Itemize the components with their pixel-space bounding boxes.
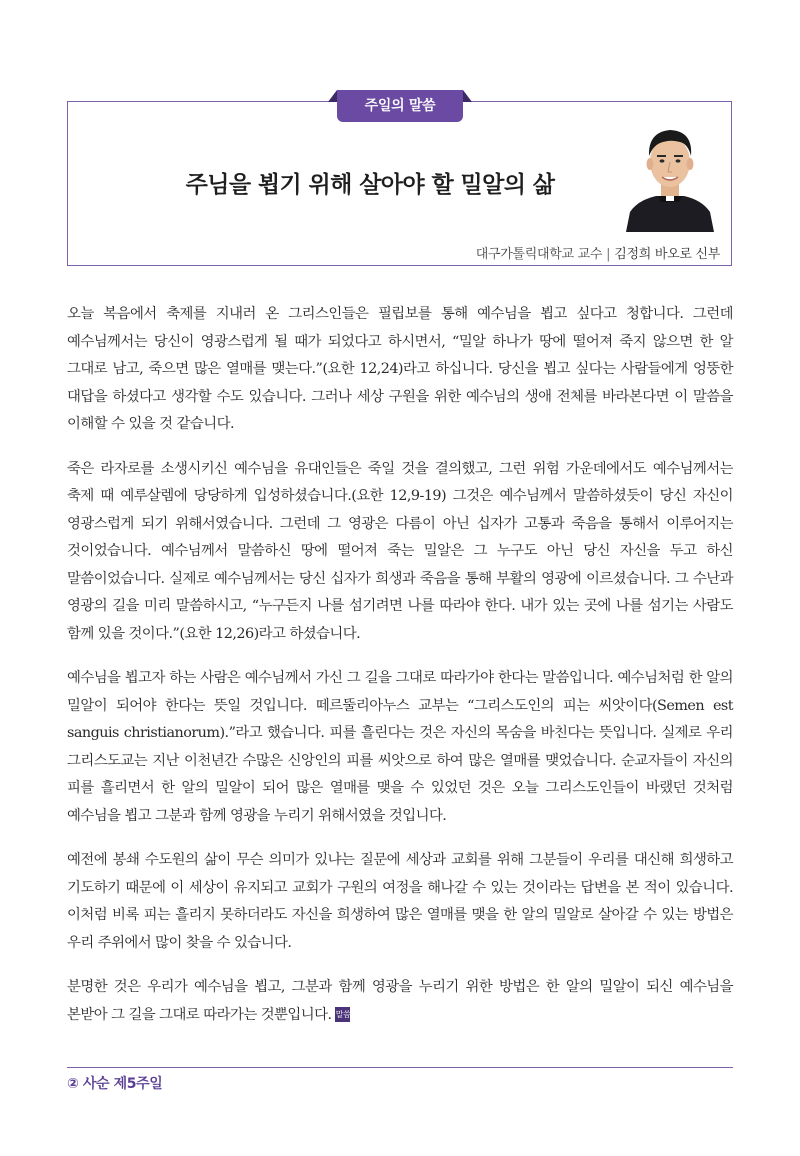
section-tab xyxy=(337,90,463,122)
page-footer: ② 사순 제5주일 xyxy=(67,1076,163,1092)
author-name: 김정희 바오로 신부 xyxy=(614,247,720,262)
paragraph: 예전에 봉쇄 수도원의 삶이 무슨 의미가 있냐는 질문에 세상과 교회를 위해 그분들이 우리를 대신해 희생하고 기도하기 때문에 이 세상이 유지되고 교회가 구원의 여정을 해나갈 수 있는 것이라는 답변을 본 적이 있습니다. 이처럼 비록 피는 흘리지 못하더라도 자신을 희생하여 많은 열매를 맺을 한 알의 밀알로 살아갈 수 있는 방법은 우리 주위에서 많이 찾을 수 있습니다. xyxy=(67,852,733,951)
author-byline xyxy=(476,243,720,262)
article-body xyxy=(67,301,733,1046)
author-affiliation: 대구가톨릭대학교 교수 xyxy=(475,247,603,262)
end-mark-icon: 말씀 xyxy=(335,1007,350,1022)
article-title: 주님을 뵙기 위해 살아야 할 밀알의 삶 xyxy=(185,171,555,198)
author-portrait xyxy=(624,120,716,232)
paragraph: 예수님을 뵙고자 하는 사람은 예수님께서 가신 그 길을 그대로 따라가야 한다는 말씀입니다. 예수님처럼 한 알의 밀알이 되어야 한다는 뜻일 것입니다. 떼르뚤리아누스 교부는 “그리스도인의 피는 씨앗이다(Semen est sanguis christianorum).”라고 했습니다. 피를 흘린다는 것은 자신의 목숨을 바친다는 뜻입니다. 실제로 우리 그리스도교는 지난 이천년간 수많은 신앙인의 피를 씨앗으로 하여 많은 열매를 맺었습니다. 순교자들이 자신의 피를 흘리면서 한 알의 밀알이 되어 많은 열매를 맺을 수 있었던 것은 오늘 그리스도인들이 바랬던 것처럼 예수님을 뵙고 그분과 함께 영광을 누리기 위해서였을 것입니다. xyxy=(67,670,733,824)
section-label: 주일의 말씀 xyxy=(337,90,463,122)
paragraph: 분명한 것은 우리가 예수님을 뵙고, 그분과 함께 영광을 누리기 위한 방법은 한 알의 밀알이 되신 예수님을 본받아 그 길을 그대로 따라가는 것뿐입니다. xyxy=(67,979,733,1023)
footer-divider xyxy=(67,1067,733,1068)
paragraph: 오늘 복음에서 축제를 지내러 온 그리스인들은 필립보를 통해 예수님을 뵙고 싶다고 청합니다. 그런데 예수님께서는 당신이 영광스럽게 될 때가 되었다고 하시면서, “밀알 하나가 땅에 떨어져 죽지 않으면 한 알 그대로 남고, 죽으면 많은 열매를 맺는다.”(요한 12,24)라고 하십니다. 당신을 뵙고 싶다는 사람들에게 엉뚱한 대답을 하셨다고 생각할 수도 있습니다. 그러나 세상 구원을 위한 예수님의 생애 전체를 바라본다면 이 말씀을 이해할 수 있을 것 같습니다. xyxy=(67,306,733,432)
paragraph-last xyxy=(67,974,733,1029)
byline-separator: | xyxy=(606,247,611,262)
paragraph: 죽은 라자로를 소생시키신 예수님을 유대인들은 죽일 것을 결의했고, 그런 위험 가운데에서도 예수님께서는 축제 때 예루살렘에 당당하게 입성하셨습니다.(요한 12,9-19) 그것은 예수님께서 말씀하셨듯이 당신 자신이 영광스럽게 되기 위해서였습니다. 그런데 그 영광은 다름이 아닌 십자가 고통과 죽음을 통해서 이루어지는 것이었습니다. 예수님께서 말씀하신 땅에 떨어져 죽는 밀알은 그 누구도 아닌 당신 자신을 두고 하신 말씀이었습니다. 실제로 예수님께서는 당신 십자가 희생과 죽음을 통해 부활의 영광에 이르셨습니다. 그 수난과 영광의 길을 미리 말씀하시고, “누구든지 나를 섬기려면 나를 따라야 한다. 내가 있는 곳에 나를 섬기는 사람도 함께 있을 것이다.”(요한 12,26)라고 하셨습니다. xyxy=(67,460,733,642)
